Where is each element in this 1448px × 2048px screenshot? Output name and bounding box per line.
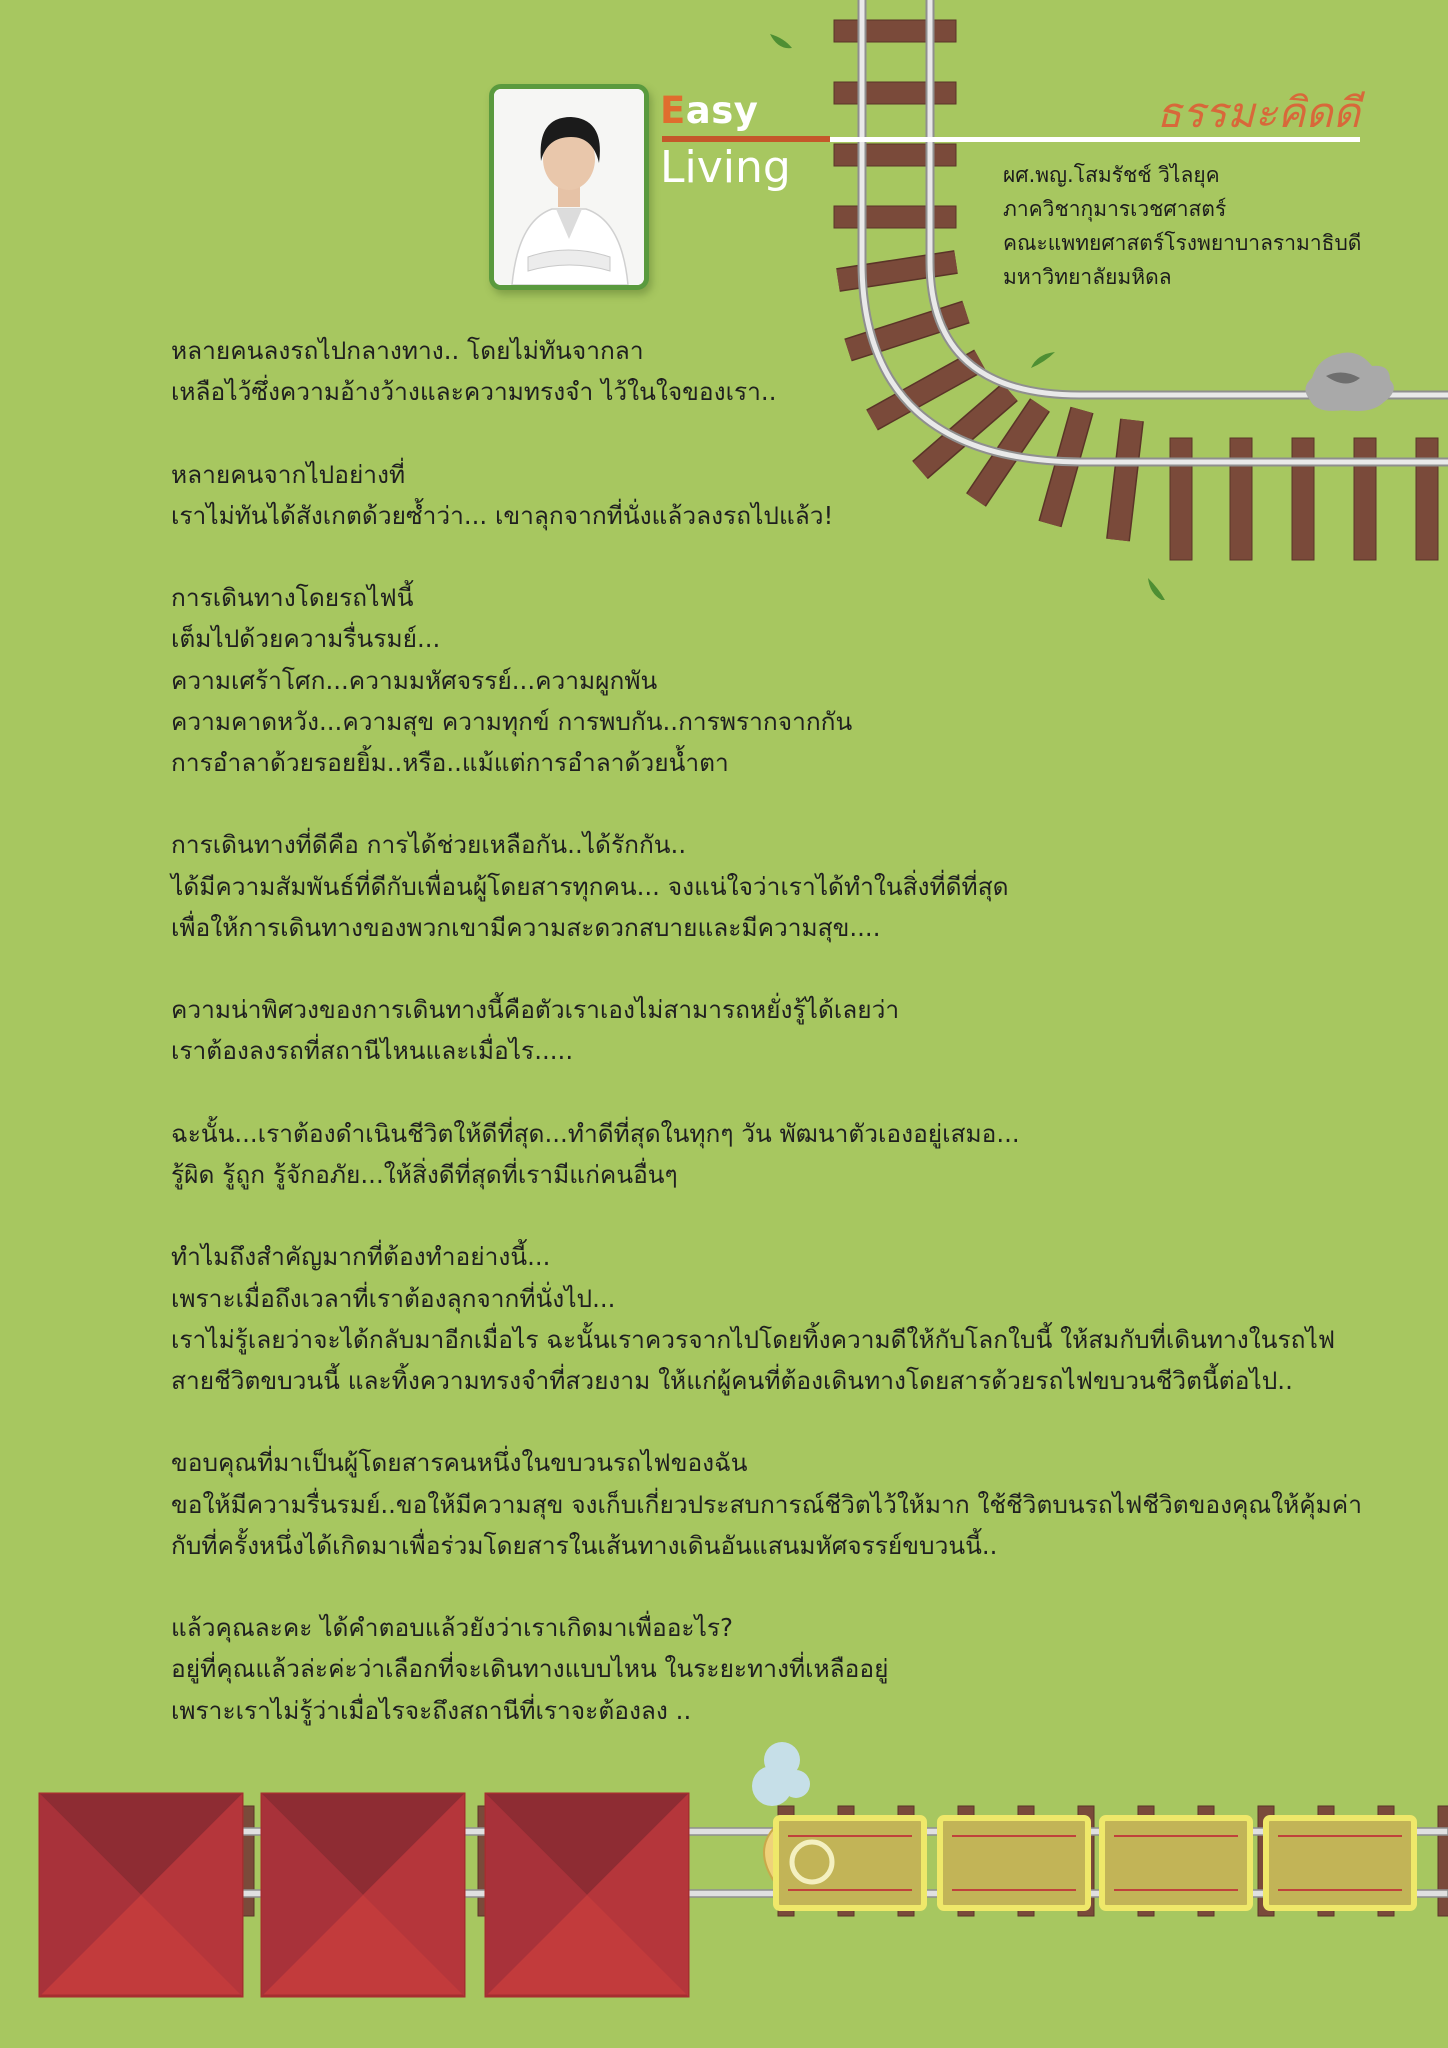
article-line: แล้วคุณละคะ ได้คำตอบแล้วยังว่าเราเกิดมาเพื่ออะไร? bbox=[171, 1613, 734, 1643]
article-line: ทำไมถึงสำคัญมากที่ต้องทำอย่างนี้... bbox=[171, 1242, 551, 1272]
article-line: การเดินทางที่ดีคือ การได้ช่วยเหลือกัน..ได้รักกัน.. bbox=[171, 830, 687, 860]
header-rule bbox=[830, 137, 1360, 142]
article-paragraph bbox=[171, 1442, 1362, 1566]
article-paragraph bbox=[171, 1236, 1336, 1401]
train-car bbox=[776, 1818, 924, 1908]
article-line: ความคาดหวัง...ความสุข ความทุกข์ การพบกัน..การพรากจากกัน bbox=[171, 706, 853, 736]
article-line: หลายคนจากไปอย่างที่ bbox=[171, 459, 406, 489]
article-line: การเดินทางโดยรถไฟนี้ bbox=[171, 583, 414, 613]
article-line: เพราะเมื่อถึงเวลาที่เราต้องลุกจากที่นั่งไป... bbox=[171, 1283, 616, 1313]
train-car bbox=[1266, 1818, 1414, 1908]
track-sleeper bbox=[1438, 1806, 1448, 1916]
track-sleeper bbox=[1416, 438, 1438, 560]
brand-easy bbox=[660, 89, 759, 132]
article-line: อยู่ที่คุณแล้วล่ะค่ะว่าเลือกที่จะเดินทางแบบไหน ในระยะทางที่เหลืออยู่ bbox=[171, 1654, 889, 1684]
article-line: เราต้องลงรถที่สถานีไหนและเมื่อไร..... bbox=[171, 1036, 574, 1066]
article-line: เพราะเราไม่รู้ว่าเมื่อไรจะถึงสถานีที่เราจะต้องลง .. bbox=[171, 1695, 692, 1725]
article-line: ได้มีความสัมพันธ์ที่ดีกับเพื่อนผู้โดยสารทุกคน... จงแน่ใจว่าเราได้ทำในสิ่งที่ดีที่สุด bbox=[171, 871, 1009, 901]
station-roofs bbox=[40, 1794, 688, 1996]
article-line: หลายคนลงรถไปกลางทาง.. โดยไม่ทันจากลา bbox=[171, 336, 644, 365]
article-line: ความเศร้าโศก...ความมหัศจรรย์...ความผูกพัน bbox=[171, 665, 658, 695]
rock-icon bbox=[1305, 353, 1393, 412]
article-line: เพื่อให้การเดินทางของพวกเขามีความสะดวกสบายและมีความสุข.... bbox=[171, 912, 881, 942]
author-photo bbox=[489, 84, 649, 290]
track-sleeper bbox=[834, 20, 956, 42]
article-line: ฉะนั้น...เราต้องดำเนินชีวิตให้ดีที่สุด...ทำดีที่สุดในทุกๆ วัน พัฒนาตัวเองอยู่เสมอ... bbox=[171, 1118, 1020, 1148]
brand-easy-rest: asy bbox=[685, 89, 759, 132]
article-line: ความน่าพิศวงของการเดินทางนี้คือตัวเราเองไม่สามารถหยั่งรู้ได้เลยว่า bbox=[171, 995, 900, 1025]
article-paragraph bbox=[171, 1607, 1301, 1731]
author-info bbox=[1003, 158, 1361, 294]
article-paragraph bbox=[171, 824, 1301, 948]
author-university: มหาวิทยาลัยมหิดล bbox=[1003, 265, 1172, 289]
article-paragraph bbox=[171, 330, 1301, 412]
article-line: สายชีวิตขบวนนี้ และทิ้งความทรงจำที่สวยงาม ให้แก่ผู้คนที่ต้องเดินทางโดยสารด้วยรถไฟขบวนชีวิตนี้ต่อไป.. bbox=[171, 1365, 1293, 1395]
article-paragraph bbox=[171, 454, 1301, 536]
column-title: ธรรมะคิดดี bbox=[1156, 88, 1360, 137]
track-sleeper bbox=[834, 82, 956, 104]
article-line: การอำลาด้วยรอยยิ้ม..หรือ..แม้แต่การอำลาด้วยน้ำตา bbox=[171, 748, 729, 777]
article-line: กับที่ครั้งหนึ่งได้เกิดมาเพื่อร่วมโดยสารในเส้นทางเดินอันแสนมหัศจรรย์ขบวนนี้.. bbox=[171, 1530, 998, 1560]
train-illustration bbox=[0, 1740, 1448, 2048]
author-name: ผศ.พญ.โสมรัชช์ วิไลยุค bbox=[1003, 163, 1220, 187]
article-paragraph bbox=[171, 577, 1301, 783]
article-line: ขอบคุณที่มาเป็นผู้โดยสารคนหนึ่งในขบวนรถไฟของฉัน bbox=[171, 1448, 748, 1478]
brand-living: Living bbox=[660, 142, 791, 193]
author-department: ภาควิชากุมารเวชศาสตร์ bbox=[1003, 197, 1227, 221]
article-line: เหลือไว้ซึ่งความอ้างว้างและความทรงจำ ไว้ในใจของเรา.. bbox=[171, 377, 777, 407]
article-line: เราไม่ทันได้สังเกตด้วยซ้ำว่า... เขาลุกจากที่นั่งแล้วลงรถไปแล้ว! bbox=[171, 500, 834, 530]
article-line: ขอให้มีความรื่นรมย์..ขอให้มีความสุข จงเก็บเกี่ยวประสบการณ์ชีวิตไว้ให้มาก ใช้ชีวิตบนรถไฟชีวิตของคุณให้คุ้มค่า bbox=[171, 1489, 1362, 1519]
track-sleeper bbox=[838, 262, 956, 280]
train-car bbox=[940, 1818, 1088, 1908]
track-sleeper bbox=[834, 206, 956, 228]
article-line: เราไม่รู้เลยว่าจะได้กลับมาอีกเมื่อไร ฉะนั้นเราควรจากไปโดยทิ้งความดีให้กับโลกใบนี้ ให้สมกับที่เดินทางในรถไฟ bbox=[171, 1324, 1336, 1354]
leaf-icon bbox=[770, 34, 792, 48]
article-paragraph bbox=[171, 1113, 1301, 1195]
track-sleeper bbox=[834, 144, 956, 166]
brand-easy-first-letter: E bbox=[660, 89, 686, 132]
track-sleeper bbox=[1354, 438, 1376, 560]
train-car bbox=[1102, 1818, 1250, 1908]
article-body bbox=[171, 330, 1362, 1772]
article-line: รู้ผิด รู้ถูก รู้จักอภัย...ให้สิ่งดีที่สุดที่เรามีแก่คนอื่นๆ bbox=[171, 1159, 678, 1189]
article-paragraph bbox=[171, 989, 1301, 1071]
author-faculty: คณะแพทยศาสตร์โรงพยาบาลรามาธิบดี bbox=[1003, 231, 1362, 255]
article-line: เต็มไปด้วยความรื่นรมย์... bbox=[171, 624, 441, 654]
